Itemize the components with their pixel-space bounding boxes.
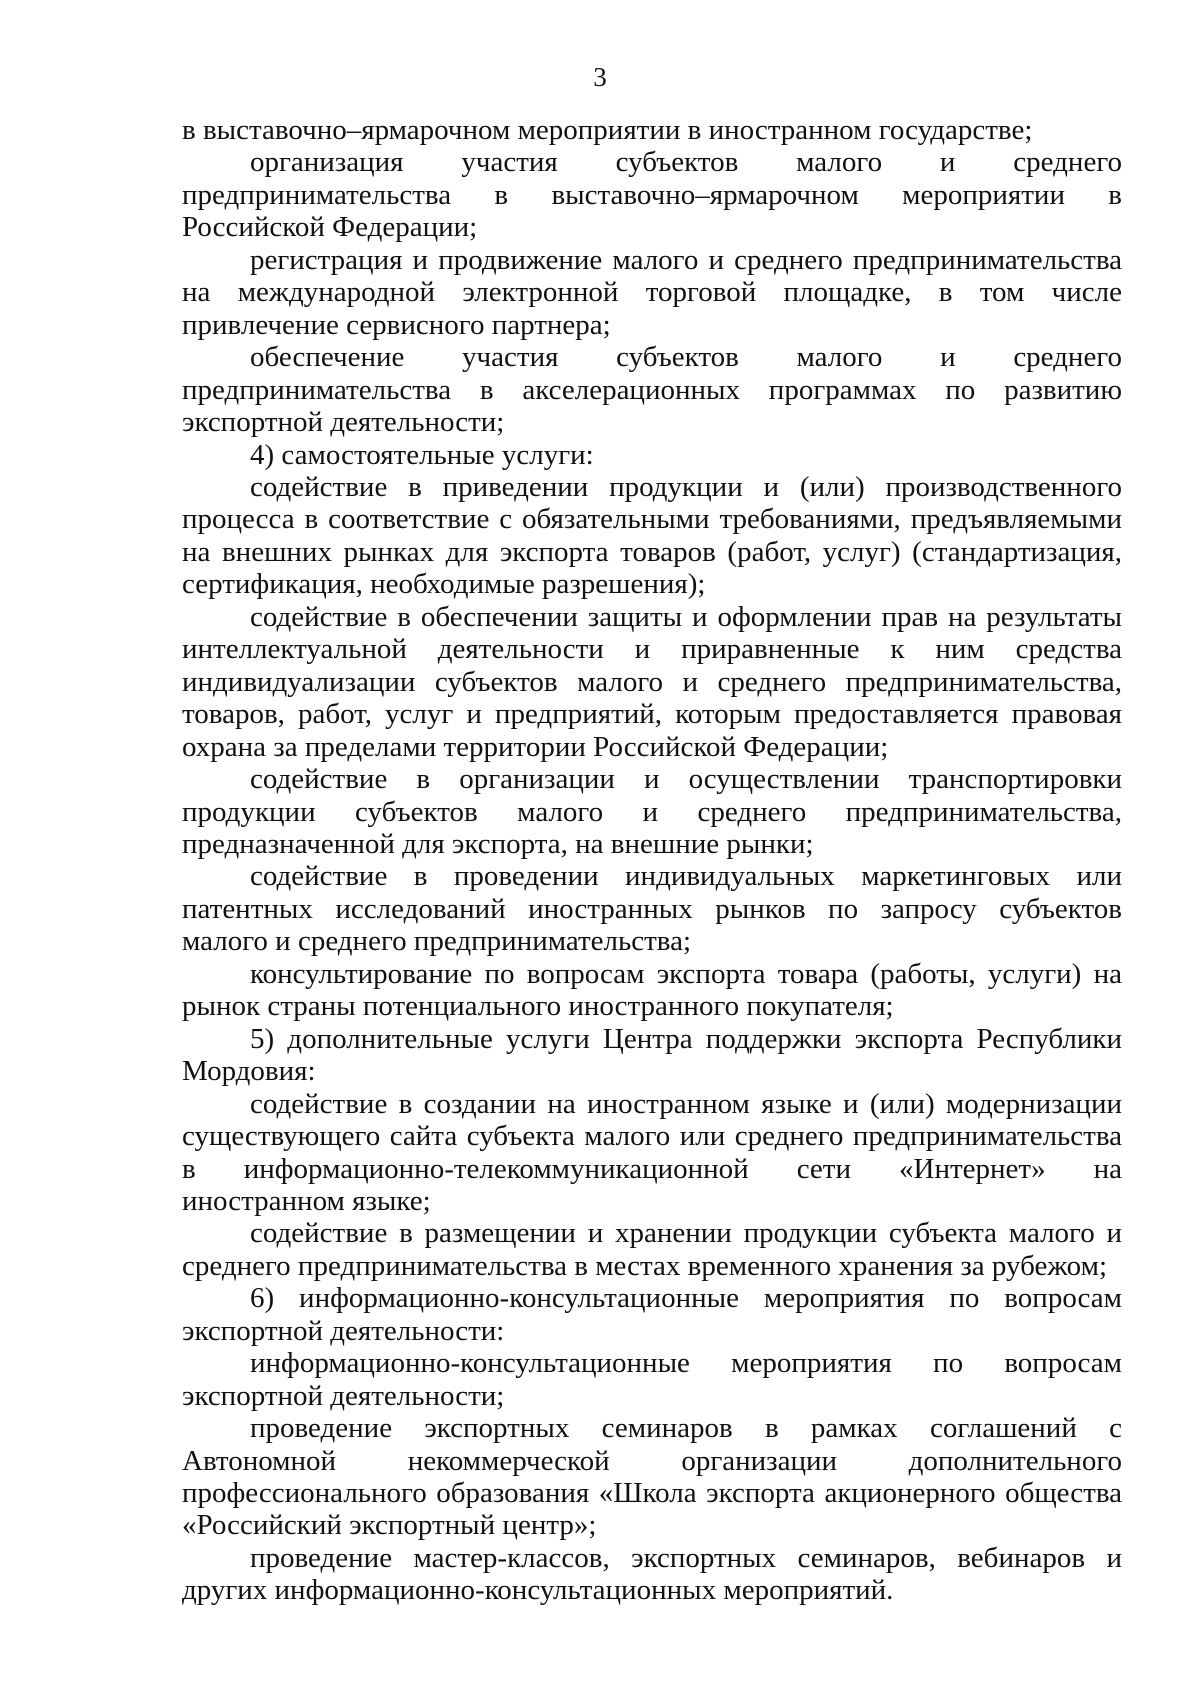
paragraph: информационно-консультационные мероприятия по вопросам экспортной деятельности; (182, 1347, 1122, 1412)
paragraph: содействие в организации и осуществлении транспортировки продукции субъектов малого и среднего предпринимательства, предназначенной для экспорта, на внешние рынки; (182, 763, 1122, 860)
paragraph: содействие в размещении и хранении продукции субъекта малого и среднего предпринимательства в местах временного хранения за рубежом; (182, 1217, 1122, 1282)
paragraph: регистрация и продвижение малого и среднего предпринимательства на международной электронной торговой площадке, в том числе привлечение сервисного партнера; (182, 243, 1122, 341)
page-number: 3 (593, 62, 607, 92)
paragraph: организация участия субъектов малого и среднего предпринимательства в выставочно–ярмарочном мероприятии в Российской Федерации; (182, 146, 1122, 244)
paragraph: содействие в создании на иностранном языке и (или) модернизации существующего сайта субъекта малого или среднего предпринимательства в информационно-телекоммуникационной сети «Интернет» на иностранном языке; (182, 1087, 1122, 1217)
paragraph: в выставочно–ярмарочном мероприятии в иностранном государстве; (182, 114, 1033, 146)
paragraph: проведение экспортных семинаров в рамках соглашений с Автономной некоммерческой организации дополнительного профессионального образования «Школа экспорта акционерного общества «Российский экспортный центр»; (182, 1412, 1122, 1542)
paragraph: содействие в приведении продукции и (или) производственного процесса в соответствие с обязательными требованиями, предъявляемыми на внешних рынках для экспорта товаров (работ, услуг) (стандартизация, сертификация, необходимые разрешения); (182, 470, 1122, 601)
document-body (182, 114, 1122, 1607)
paragraph: содействие в проведении индивидуальных маркетинговых или патентных исследований иностранных рынков по запросу субъектов малого и среднего предпринимательства; (182, 860, 1122, 958)
paragraph: содействие в обеспечении защиты и оформлении прав на результаты интеллектуальной деятельности и приравненные к ним средства индивидуализации субъектов малого и среднего предпринимательства, товаров, работ, услуг и предприятий, которым предоставляется правовая охрана за пределами территории Российской Федерации; (182, 600, 1122, 763)
list-heading: 5) дополнительные услуги Центра поддержки экспорта Республики Мордовия: (182, 1022, 1122, 1088)
paragraph: проведение мастер-классов, экспортных семинаров, вебинаров и других информационно-консультационных мероприятий. (182, 1541, 1122, 1607)
list-heading: 4) самостоятельные услуги: (250, 438, 594, 471)
paragraph: обеспечение участия субъектов малого и среднего предпринимательства в акселерационных программах по развитию экспортной деятельности; (182, 341, 1122, 439)
paragraph: консультирование по вопросам экспорта товара (работы, услуги) на рынок страны потенциального иностранного покупателя; (182, 957, 1122, 1023)
list-heading: 6) информационно-консультационные мероприятия по вопросам экспортной деятельности: (182, 1282, 1122, 1347)
